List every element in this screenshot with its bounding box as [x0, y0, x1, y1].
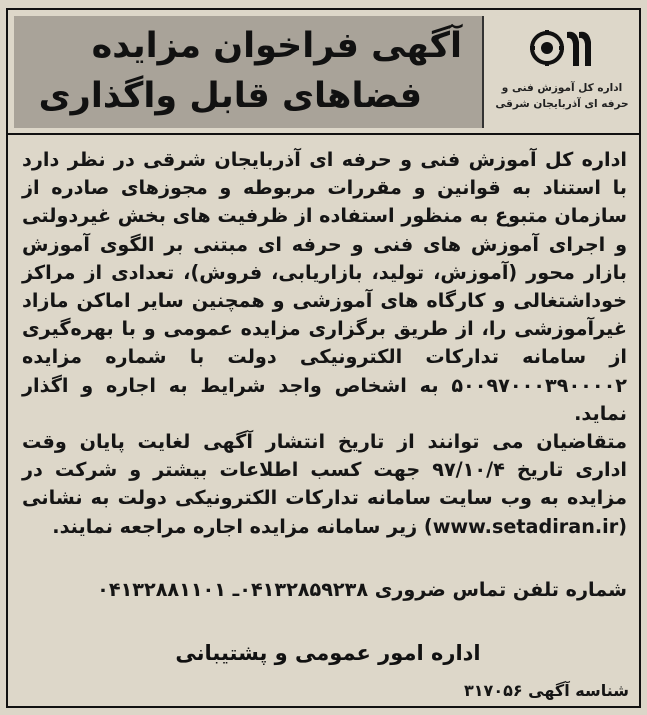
ad-header: [8, 10, 639, 135]
ad-title-line-2: فضاهای قابل واگذاری: [38, 76, 422, 116]
issuer-signature: اداره امور عمومی و پشتیبانی: [175, 641, 481, 665]
ad-body: [22, 146, 627, 541]
title-box: [14, 16, 484, 128]
tvto-logo-icon: [527, 22, 597, 74]
paragraph-applicants: [22, 428, 627, 541]
website-url: (www.setadiran.ir): [423, 514, 627, 538]
ad-identifier: شناسه آگهی ۳۱۷۰۵۶: [464, 681, 629, 700]
organization-block: [484, 10, 639, 133]
organization-name: اداره کل آموزش فنی و حرفه ای آذربایجان شرقی: [495, 82, 629, 110]
auction-advertisement: [6, 8, 641, 708]
ad-title-line-1: آگهی فراخوان مزایده: [91, 26, 462, 66]
applicants-text: متقاضیان می توانند از تاریخ انتشار آگهی لغایت پایان وقت اداری تاریخ ۹۷/۱۰/۴ جهت کسب اطلاعات بیشتر و شرکت در مزایده به وب سایت سامانه تدارکات الکترونیکی دولت به نشانی: [22, 430, 627, 510]
contact-phones: شماره تلفن تماس ضروری ۰۴۱۳۲۸۵۹۲۳۸ـ ۰۴۱۳۲۸۸۱۱۰۱: [97, 578, 627, 601]
applicants-text-end: زیر سامانه مزایده اجاره مراجعه نمایند.: [52, 514, 418, 538]
paragraph-auction-description: اداره کل آموزش فنی و حرفه ای آذربایجان شرقی در نظر دارد با استناد به قوانین و مقررات مربوطه و مجوزهای صادره از سازمان متبوع به منظور استفاده از ظرفیت های بخش غیردولتی و اجرای آموزش های فنی و حرفه ای مبتنی بر الگوی آموزش بازار محور (آموزش، تولید، بازاریابی، فروش)، تعدادی از مراکز خوداشتغالی و کارگاه های آموزشی و همچنین سایر اماکن مازاد غیرآموزشی را، از طریق برگزاری مزایده عمومی و با بهره‌گیری از سامانه تدارکات الکترونیکی دولت با شماره مزایده ۵۰۰۹۷۰۰۰۳۹۰۰۰۰۲ به اشخاص واجد شرایط به اجاره و اگذار نماید.: [22, 148, 627, 425]
